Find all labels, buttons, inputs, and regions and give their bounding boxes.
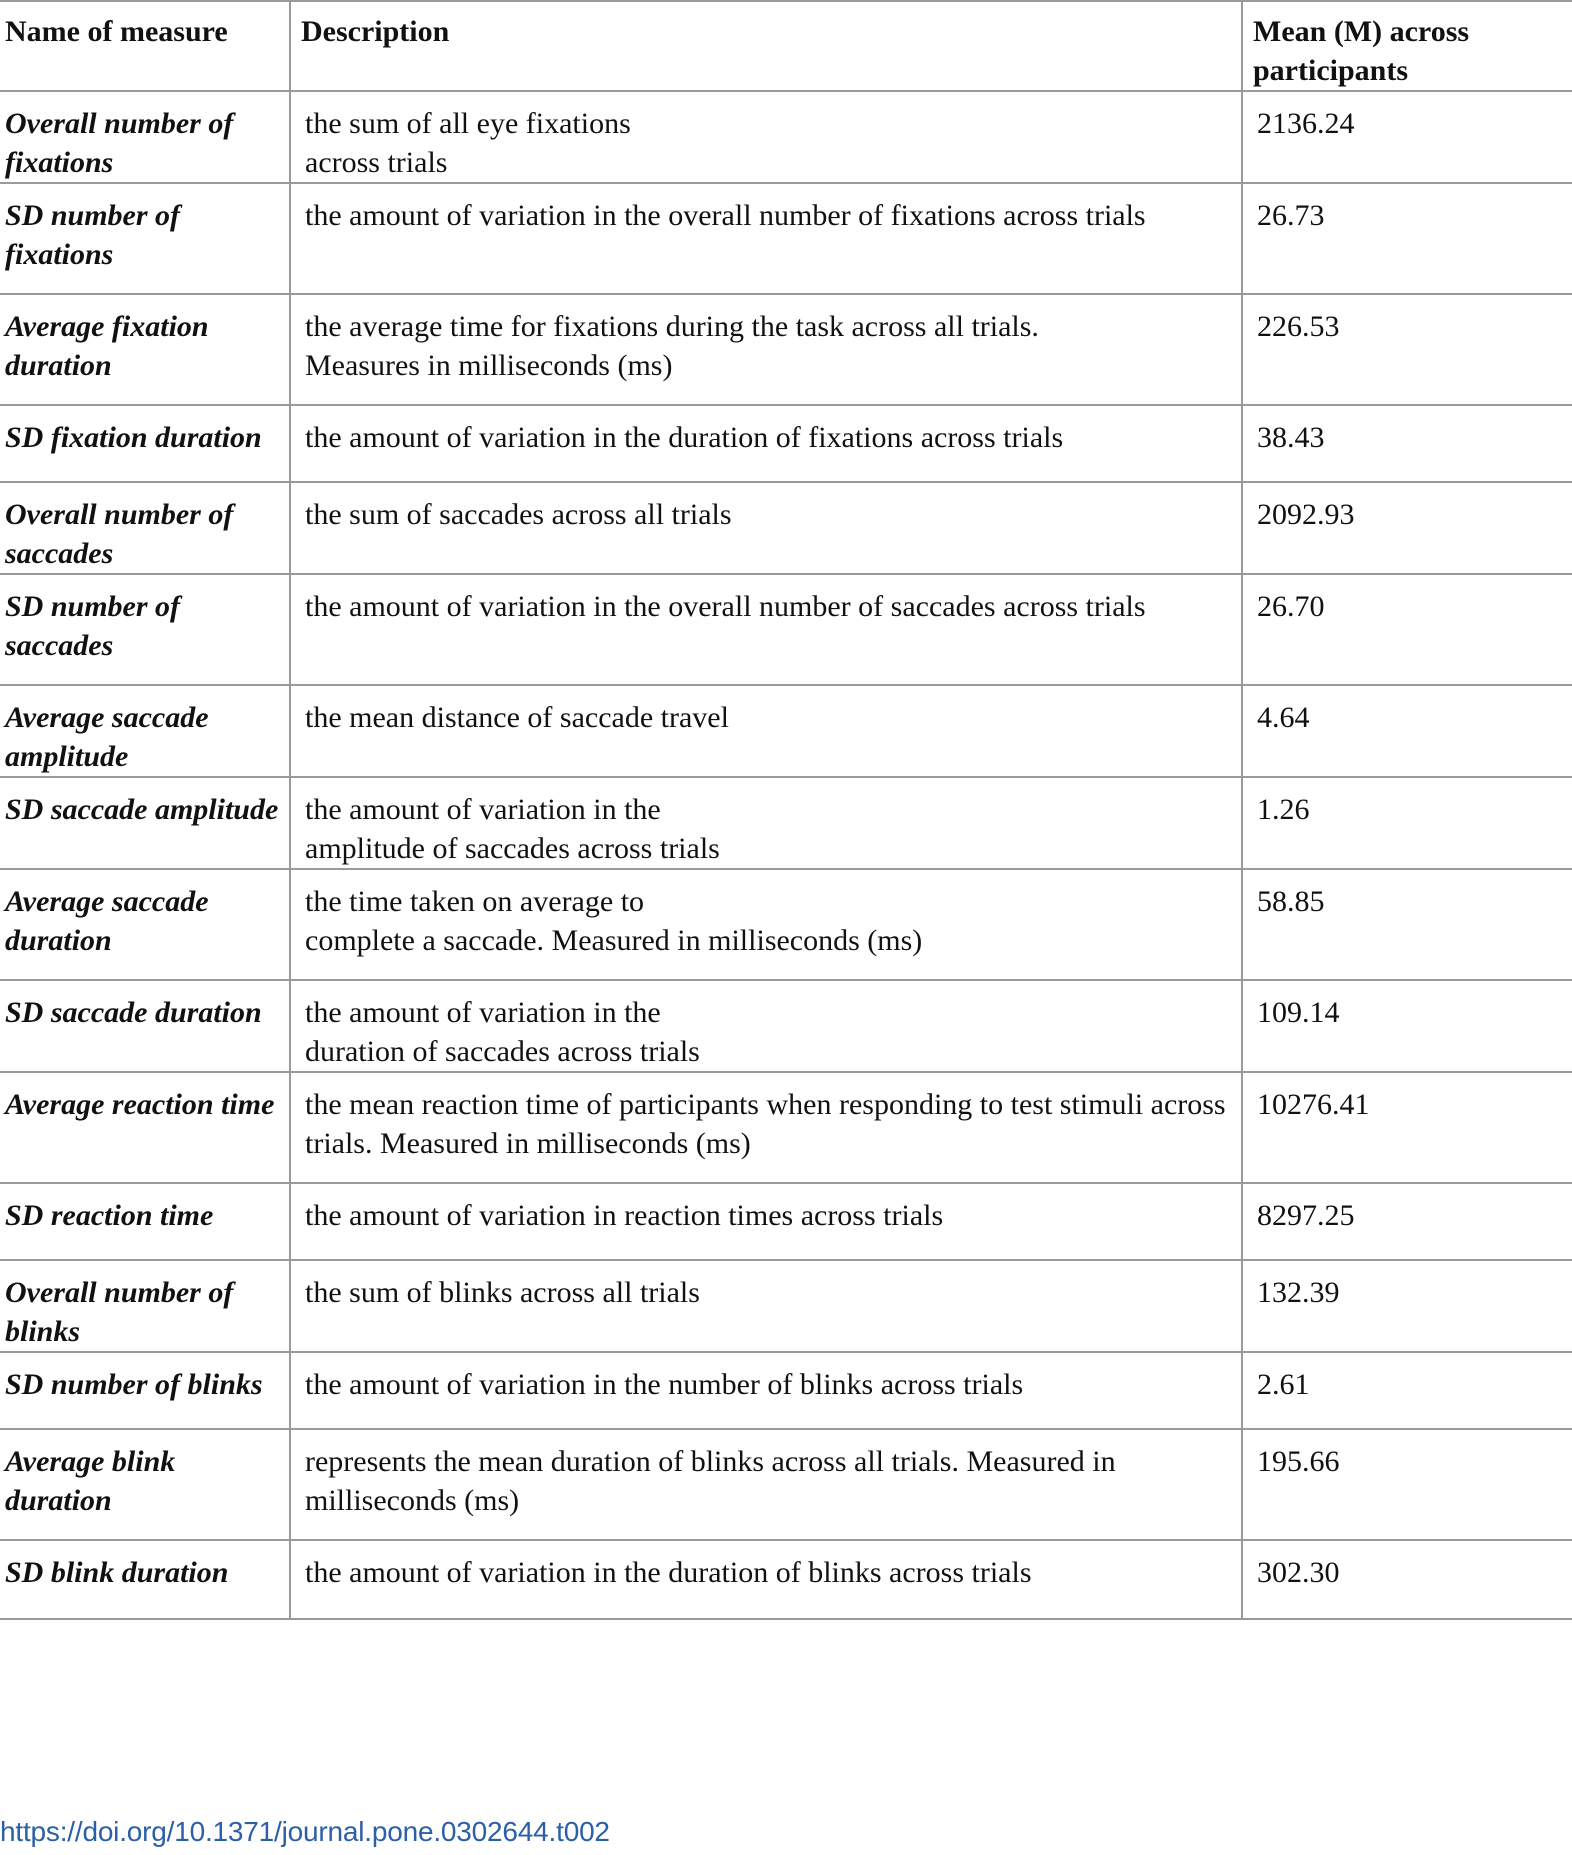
measure-name-cell: Average saccade duration xyxy=(0,869,290,980)
description-cell: the amount of variation in the duration of saccades across trials xyxy=(290,980,1242,1072)
table-row xyxy=(0,1183,1572,1260)
measure-name-cell: SD saccade duration xyxy=(0,980,290,1072)
measure-name-cell: Overall number of fixations xyxy=(0,91,290,183)
measure-name-cell: SD number of blinks xyxy=(0,1352,290,1429)
mean-value-cell: 109.14 xyxy=(1257,996,1340,1029)
table-row xyxy=(0,405,1572,482)
table-header-row xyxy=(0,1,1572,91)
measure-name-cell: Average saccade amplitude xyxy=(0,685,290,777)
mean-value-cell: 38.43 xyxy=(1257,421,1325,454)
header-name-of-measure: Name of measure xyxy=(0,1,290,91)
table-row xyxy=(0,980,1572,1072)
description-cell: the mean reaction time of participants when responding to test stimuli across trials. Measured in milliseconds (ms) xyxy=(290,1072,1242,1183)
description-cell: the amount of variation in the overall number of saccades across trials xyxy=(290,574,1242,685)
table-row xyxy=(0,574,1572,685)
table-row xyxy=(0,91,1572,183)
description-cell: the amount of variation in the amplitude of saccades across trials xyxy=(290,777,1242,869)
measure-name-cell: SD blink duration xyxy=(0,1540,290,1619)
mean-value-cell: 226.53 xyxy=(1257,310,1340,343)
description-cell: the amount of variation in the duration of blinks across trials xyxy=(290,1540,1242,1619)
table-row xyxy=(0,183,1572,294)
doi-link[interactable]: https://doi.org/10.1371/journal.pone.0302644.t002 xyxy=(0,1816,610,1847)
mean-value-cell: 132.39 xyxy=(1257,1276,1340,1309)
mean-value-cell: 195.66 xyxy=(1257,1445,1340,1478)
table-row xyxy=(0,685,1572,777)
mean-value-cell: 10276.41 xyxy=(1257,1088,1370,1121)
table-row xyxy=(0,1072,1572,1183)
table-row xyxy=(0,294,1572,405)
measure-name-cell: SD reaction time xyxy=(0,1183,290,1260)
description-cell: the mean distance of saccade travel xyxy=(290,685,1242,777)
measure-name-cell: SD number of fixations xyxy=(0,183,290,294)
table-row xyxy=(0,777,1572,869)
mean-value-cell: 2.61 xyxy=(1257,1368,1310,1401)
description-cell: the sum of blinks across all trials xyxy=(290,1260,1242,1352)
measure-name-cell: SD number of saccades xyxy=(0,574,290,685)
description-cell: the amount of variation in the duration of fixations across trials xyxy=(290,405,1242,482)
table-row xyxy=(0,1352,1572,1429)
header-mean: Mean (M) across participants xyxy=(1253,15,1470,87)
description-cell: the sum of all eye fixations across trials xyxy=(290,91,1242,183)
description-cell: the sum of saccades across all trials xyxy=(290,482,1242,574)
description-cell: represents the mean duration of blinks across all trials. Measured in milliseconds (ms) xyxy=(290,1429,1242,1540)
measure-name-cell: Overall number of saccades xyxy=(0,482,290,574)
description-cell: the amount of variation in reaction times across trials xyxy=(290,1183,1242,1260)
table-row xyxy=(0,1260,1572,1352)
measure-name-cell: Average blink duration xyxy=(0,1429,290,1540)
description-cell: the average time for fixations during the task across all trials. Measures in milliseconds (ms) xyxy=(290,294,1242,405)
mean-value-cell: 2092.93 xyxy=(1257,498,1355,531)
measure-name-cell: Overall number of blinks xyxy=(0,1260,290,1352)
description-cell: the time taken on average to complete a saccade. Measured in milliseconds (ms) xyxy=(290,869,1242,980)
description-cell: the amount of variation in the overall number of fixations across trials xyxy=(290,183,1242,294)
header-description: Description xyxy=(290,1,1242,91)
mean-value-cell: 26.73 xyxy=(1257,199,1325,232)
table-row xyxy=(0,482,1572,574)
measure-name-cell: SD saccade amplitude xyxy=(0,777,290,869)
description-cell: the amount of variation in the number of blinks across trials xyxy=(290,1352,1242,1429)
mean-value-cell: 58.85 xyxy=(1257,885,1325,918)
mean-value-cell: 26.70 xyxy=(1257,590,1325,623)
table-row xyxy=(0,869,1572,980)
table-row xyxy=(0,1429,1572,1540)
table-body xyxy=(0,91,1572,1619)
mean-value-cell: 1.26 xyxy=(1257,793,1310,826)
measure-name-cell: SD fixation duration xyxy=(0,405,290,482)
measure-name-cell: Average reaction time xyxy=(0,1072,290,1183)
mean-value-cell: 8297.25 xyxy=(1257,1199,1355,1232)
table-row xyxy=(0,1540,1572,1619)
mean-value-cell: 4.64 xyxy=(1257,701,1310,734)
mean-value-cell: 2136.24 xyxy=(1257,107,1355,140)
mean-value-cell: 302.30 xyxy=(1257,1556,1340,1589)
measure-name-cell: Average fixation duration xyxy=(0,294,290,405)
